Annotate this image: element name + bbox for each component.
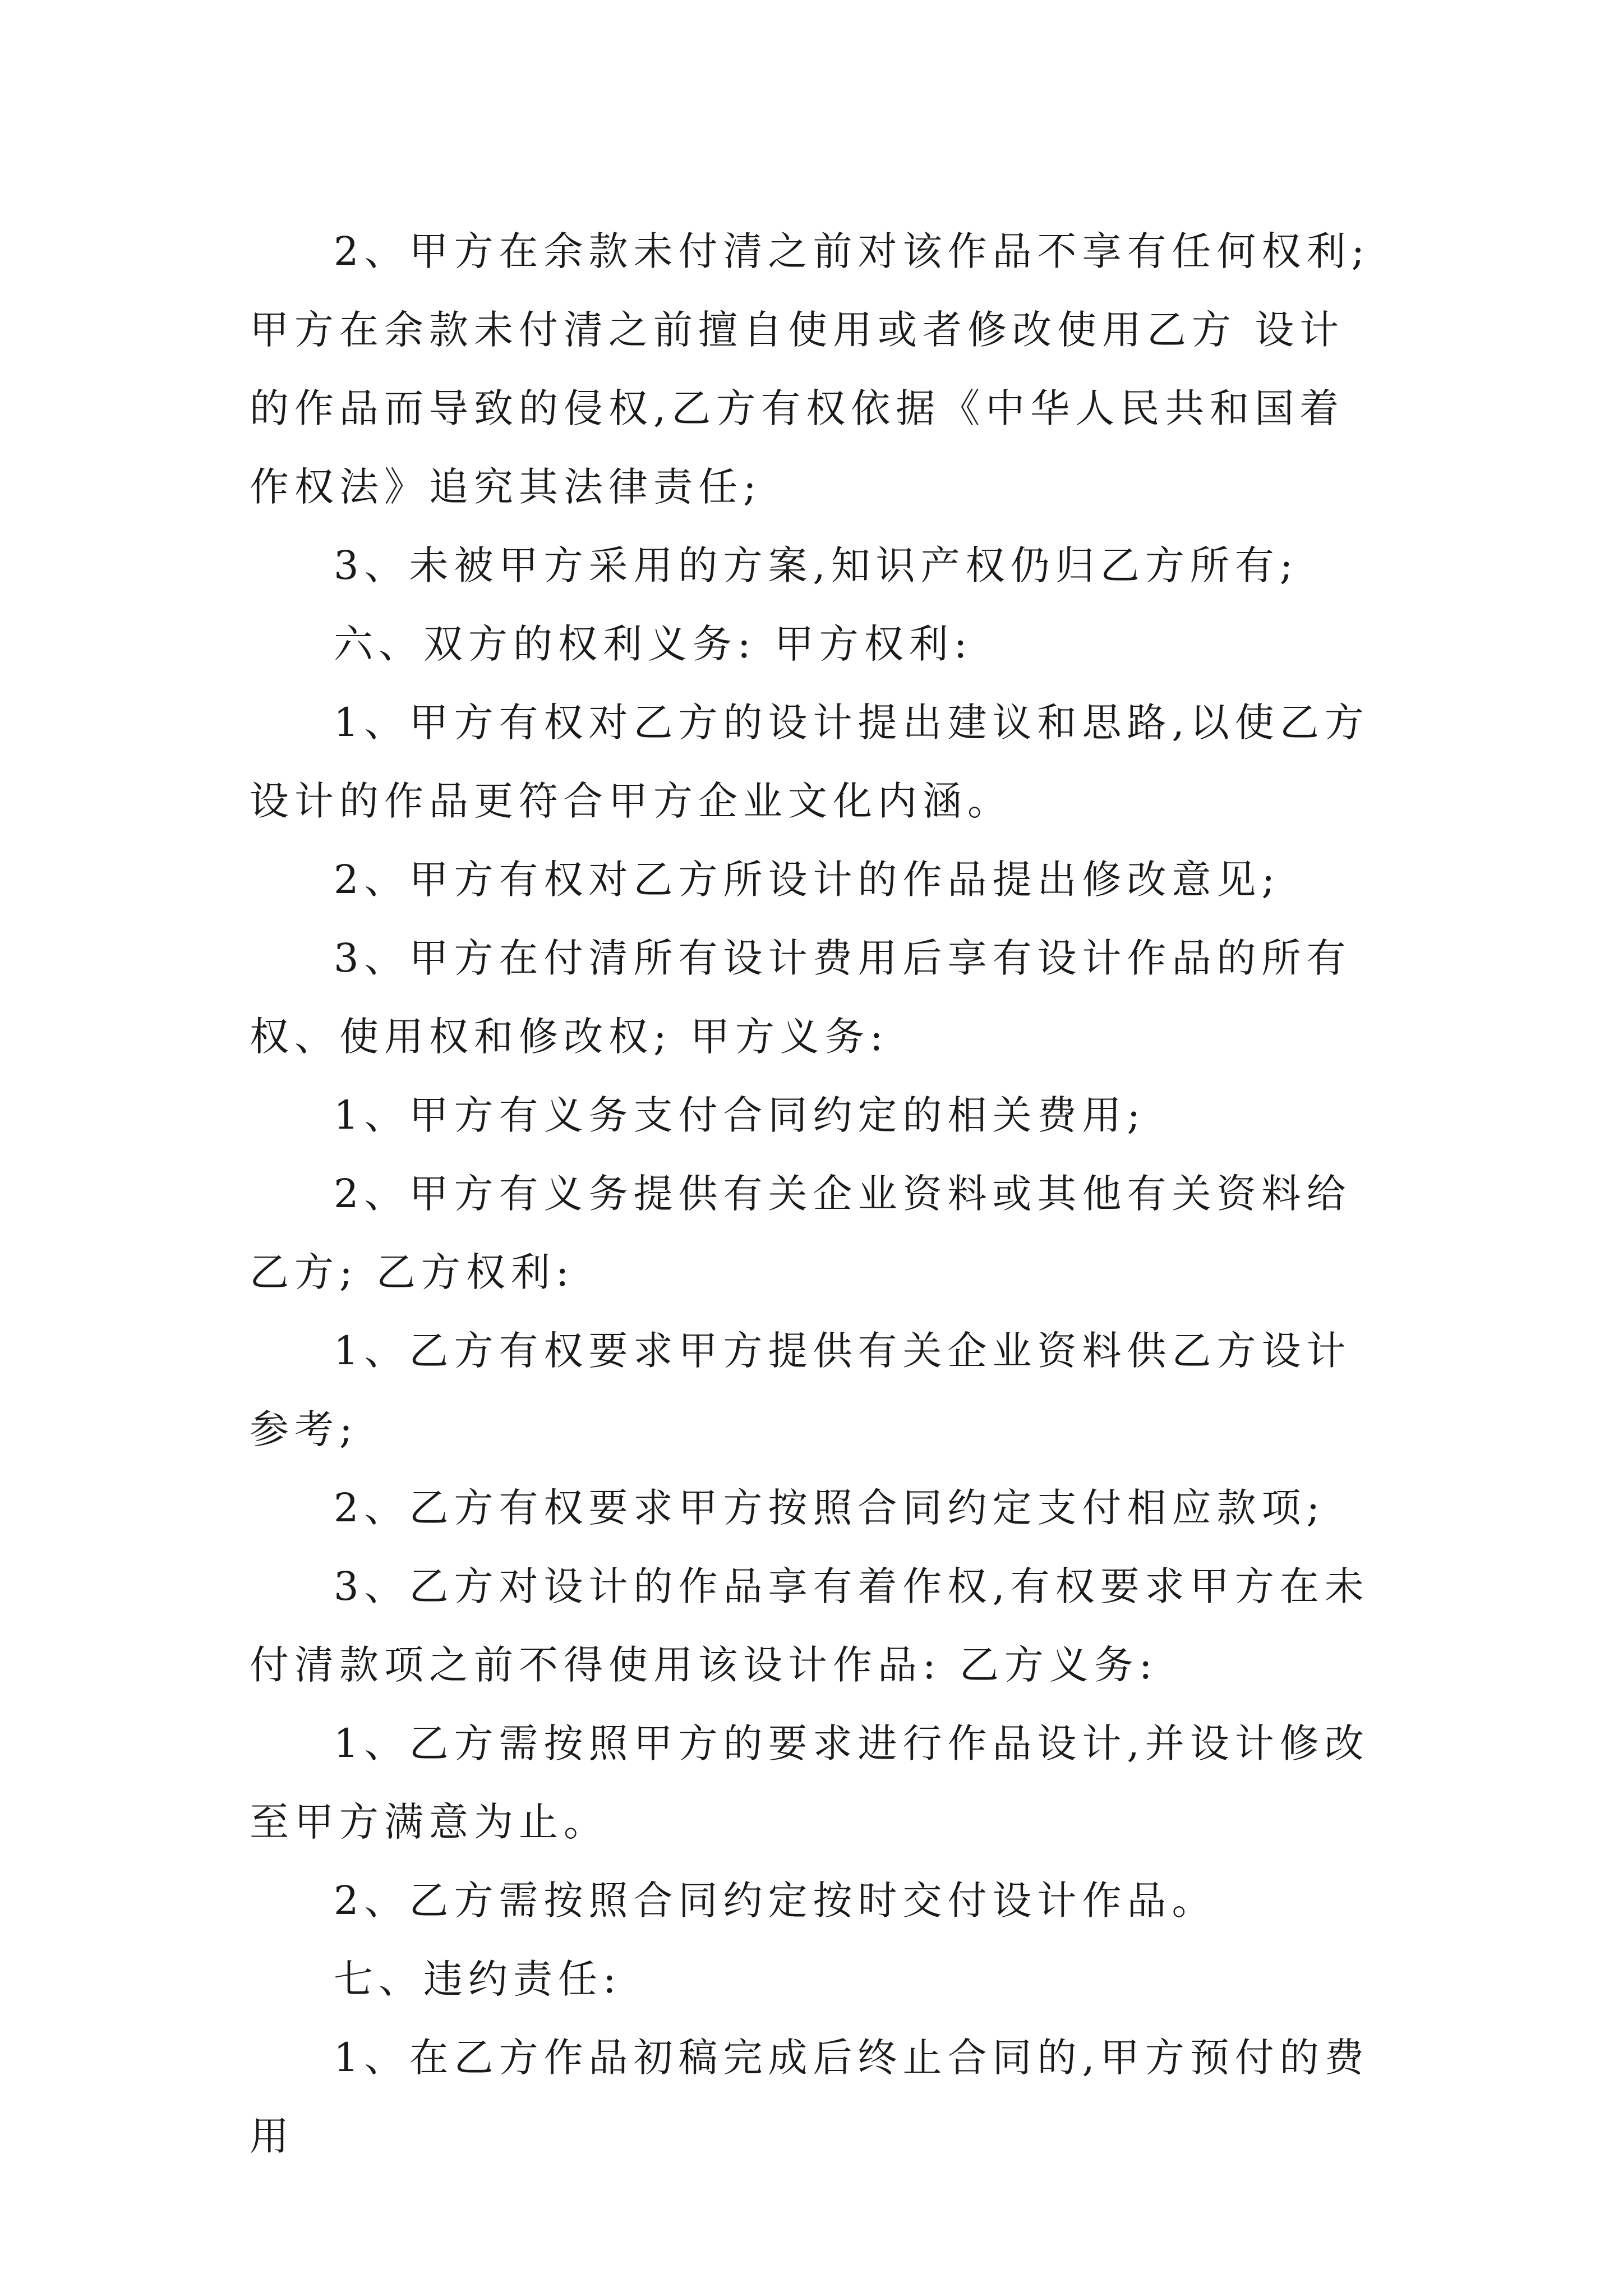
paragraph-party-a-right-1: 1、甲方有权对乙方的设计提出建议和思路,以使乙方设计的作品更符合甲方企业文化内涵。 <box>250 700 1370 824</box>
paragraph-breach-clause-1: 1、在乙方作品初稿完成后终止合同的,甲方预付的费用 <box>250 2035 1370 2159</box>
paragraph-party-b-obligation-2: 2、乙方需按照合同约定按时交付设计作品。 <box>334 1878 1217 1924</box>
paragraph-party-b-right-1: 1、乙方有权要求甲方提供有关企业资料供乙方设计参考; <box>250 1328 1352 1452</box>
section-heading-rights-obligations: 六、双方的权利义务: 甲方权利: <box>334 621 973 667</box>
paragraph-clause-2-payment-rights: 2、甲方在余款未付清之前对该作品不享有任何权利;甲方在余款未付清之前擅自使用或者修改使用乙方 设计的作品而导致的侵权,乙方有权依据《中华人民共和国着作权法》追究其法律责任; <box>250 228 1371 510</box>
paragraph-party-b-right-2: 2、乙方有权要求甲方按照合同约定支付相应款项; <box>334 1485 1326 1531</box>
paragraph-party-a-right-2: 2、甲方有权对乙方所设计的作品提出修改意见; <box>334 857 1281 903</box>
paragraph-party-a-right-3: 3、甲方在付清所有设计费用后享有设计作品的所有权、使用权和修改权; 甲方义务: <box>250 935 1352 1060</box>
paragraph-party-a-obligation-2: 2、甲方有义务提供有关企业资料或其他有关资料给乙方; 乙方权利: <box>250 1171 1352 1295</box>
section-heading-breach-liability: 七、违约责任: <box>334 1956 622 2002</box>
document-body <box>250 212 1382 2175</box>
paragraph-clause-3-unused-proposals: 3、未被甲方采用的方案,知识产权仍归乙方所有; <box>334 542 1299 588</box>
paragraph-party-a-obligation-1: 1、甲方有义务支付合同约定的相关费用; <box>334 1092 1146 1138</box>
paragraph-party-b-right-3: 3、乙方对设计的作品享有着作权,有权要求甲方在未付清款项之前不得使用该设计作品: 乙方义务: <box>250 1563 1370 1688</box>
paragraph-party-b-obligation-1: 1、乙方需按照甲方的要求进行作品设计,并设计修改至甲方满意为止。 <box>250 1720 1370 1845</box>
